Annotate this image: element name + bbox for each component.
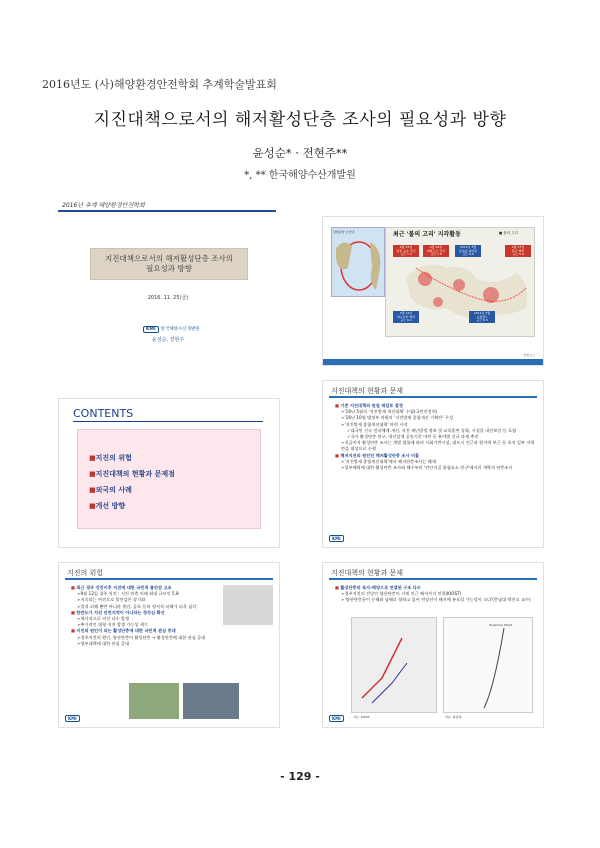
caption-left: 자료: KIOST [353, 715, 370, 719]
contents-box [77, 429, 261, 529]
slide6-bullets [335, 585, 535, 604]
authors: 윤성순* · 전현주** [252, 146, 348, 160]
bullet: ➢ '16년 10월 범정부 차원의 '지진방재 종합개선 기획단' 구성 [335, 415, 535, 421]
inset-label: 환태평양 조산대 [333, 230, 355, 234]
slide6-title-underline [329, 578, 537, 580]
slide1-logo [143, 326, 200, 332]
photo-people [183, 683, 239, 719]
bullet: ➢ 물적 피해 뿐만 아니라 불안, 공포 등의 정서적 피해가 더욱 심각 [71, 604, 221, 610]
bullet: ➢ 지금까지 활성단층 조사는 개별 법률에 따라 사회기반시설, 대도시 인근과 원자력 부근 등 육지 일부 지역만을 대상으로 수행 [335, 440, 535, 452]
map-label: Tsushima Strait [489, 623, 512, 627]
slide5-bullets [71, 585, 221, 647]
slide-1-title [58, 216, 280, 366]
bullet: ➢ 경주지진의 원인, 양산단층이 활성단층 → 활성단층에 대한 관심 증대 [71, 635, 221, 641]
map-credit: 연합뉴스 [523, 353, 535, 357]
pacific-inset-map [331, 227, 385, 297]
bullet: ➢ '16년 5월의 '지진방재 개선대책' 수립(국민안전처) [335, 409, 535, 415]
quake-hotspot [418, 272, 432, 286]
contents-item-4: ■ 개선 방향 [89, 501, 125, 511]
fault-line [484, 628, 504, 708]
bullet: ➢ '지진방재 종합개선대책'에서 해저단층조사는 배제 [335, 459, 535, 465]
slide4-title-underline [329, 396, 537, 398]
inset-ring-graphic [332, 228, 386, 298]
slide1-title-line1: 지진대책으로서의 해저활성단층 조사의 [105, 254, 233, 263]
tag-tonga: 4월 17일 통가 해역 규모 5.9 [505, 245, 531, 257]
slide4-bullets [335, 403, 535, 471]
page-number: - 129 - [280, 770, 320, 783]
bullet: ➢ '양산단층군이 동해와 남해로 향하고 있어 연장선이 해저에 분포할 가능성이 크다'(충남대 박진오 교수) [335, 597, 535, 603]
slide1-org: 한국해양수산개발원 [160, 327, 200, 332]
bullet: ➢ 추가적인 대형 지진 발생 가능성 제기 [71, 622, 221, 628]
slide-4-status [322, 380, 544, 548]
contents-item-2: ■ 지진대책의 현황과 문제점 [89, 469, 175, 479]
slide1-authors: 윤성순, 전현주 [151, 337, 185, 343]
slide4-title: 지진대책의 현황과 문제 [331, 387, 404, 395]
tag-east-japan: 2011년 3월 동일본 대지진 규모 9.0 [455, 245, 481, 257]
affiliation: *, ** 한국해양수산개발원 [244, 170, 356, 181]
map-legend: ■ 불의 고리 [499, 231, 519, 235]
tag-ecuador: 4월 16일 에콰도르 강진 규모 7.8 [423, 245, 449, 257]
fault-map-right-graphic [444, 618, 534, 714]
tag-kyushu: 4월 15일 일본 규슈 강진 규모 7.3 [393, 245, 419, 257]
quake-hotspot [483, 287, 499, 303]
slide-2-ring-of-fire [322, 216, 544, 366]
kmi-logo: KMI [65, 715, 80, 722]
fault-line [362, 638, 402, 698]
kmi-logo: KMI [329, 715, 344, 722]
slide2-footer-strip [323, 359, 543, 365]
slide5-title-underline [65, 578, 273, 580]
fault-map-left-graphic [352, 618, 438, 714]
land-shape [336, 242, 352, 269]
bullet: ➢ '지진방재 종합개선대책' 마련 시작 [335, 422, 535, 428]
slide1-date: 2016. 11. 25(금) [147, 295, 189, 301]
bullet: ➢ 역사적으로 지진 다수 발생 [71, 616, 221, 622]
bullet: ➢ 지속되는 여진으로 불안감은 장기화 [71, 597, 221, 603]
contents-item-3: ■ 외국의 사례 [89, 485, 132, 495]
bullet: ■ 활성단층의 육지-해양으로 연결된 구조 다수 [335, 585, 535, 591]
slide-5-risk [58, 562, 280, 728]
quake-hotspot [453, 279, 465, 291]
slide5-title: 지진의 위험 [67, 569, 104, 577]
fault-map-left [351, 617, 437, 713]
bullet: ✓ 대국민 신속 전파체계 개선, 지진 재난발생 정보 및 교육훈련 강화, 시설물 내진보강 등 포함 [335, 428, 535, 434]
conference-header: 2016년도 (사)해양환경안전학회 추계학술발표회 [42, 78, 277, 91]
slide1-title-box [90, 248, 248, 280]
slide2-title: 최근 '불의 고리' 지각활동 [393, 231, 461, 238]
contents-title: CONTENTS [73, 407, 263, 422]
kmi-logo: KMI [329, 535, 344, 542]
contents-item-1: ■ 지진의 위험 [89, 453, 132, 463]
bullet: ■ 해저지진의 원인인 해저활성단층 조사 미흡 [335, 453, 535, 459]
caption-right: 자료: 충남대 [445, 715, 462, 719]
bullet: ■ 최근 경주 강진이후 지진에 대한 국민적 불안감 고조 [71, 585, 221, 591]
bullet: ✓ 국가 활성단층 연구, 내진설계 공통기준 마련 등 분야별 신규 과제 추진 [335, 434, 535, 440]
slide-3-contents [58, 398, 280, 548]
bullet: ➢ 정부대책에 대한 관심 증대 [71, 641, 221, 647]
slide-6-faults [322, 562, 544, 728]
bullet: ■ 기존 지진대책의 원점 재검토 결정 [335, 403, 535, 409]
photo-site [129, 683, 179, 719]
bullet: ➢ 9월 12일 경주 지진 : 지진 관측 이래 최대 규모인 5.8 [71, 591, 221, 597]
slide1-title-line2: 필요성과 방향 [146, 264, 192, 273]
tag-new-zealand: 2011년 2월 뉴질랜드 규모 6.3 [469, 311, 495, 323]
bullet: ■ 지진의 원인이 되는 활성단층에 대한 국민적 관심 증대 [71, 628, 221, 634]
slide1-conference-label: 2016년 추계 해양환경안전학회 [62, 202, 145, 209]
paper-title: 지진대책으로서의 해저활성단층 조사의 필요성과 방향 [93, 110, 507, 130]
tag-vanuatu: 4월 14일 바누아투 해역 규모 6.4 [393, 311, 419, 323]
quake-hotspot [433, 297, 443, 307]
slide6-title: 지진대책의 현황과 문제 [331, 569, 404, 577]
land-shape [370, 242, 380, 290]
photo-damage [223, 585, 273, 625]
bullet: ➢ 경주지진의 진앙인 양산단층이 거제 인근 해저까지 연결(KIOST) [335, 591, 535, 597]
bullet: ➢ 일부해역에 대한 활성단층 조사와 해수부의 '연안지질 위험요소 연구'에서의 개략적 단층조사 [335, 465, 535, 471]
kmi-logo: KMI [143, 326, 159, 333]
bullet: ■ 한반도가 지진 안전지역이 아니라는 경각심 확산 [71, 610, 221, 616]
fault-map-right [443, 617, 533, 713]
slide1-conference-line [58, 210, 276, 212]
